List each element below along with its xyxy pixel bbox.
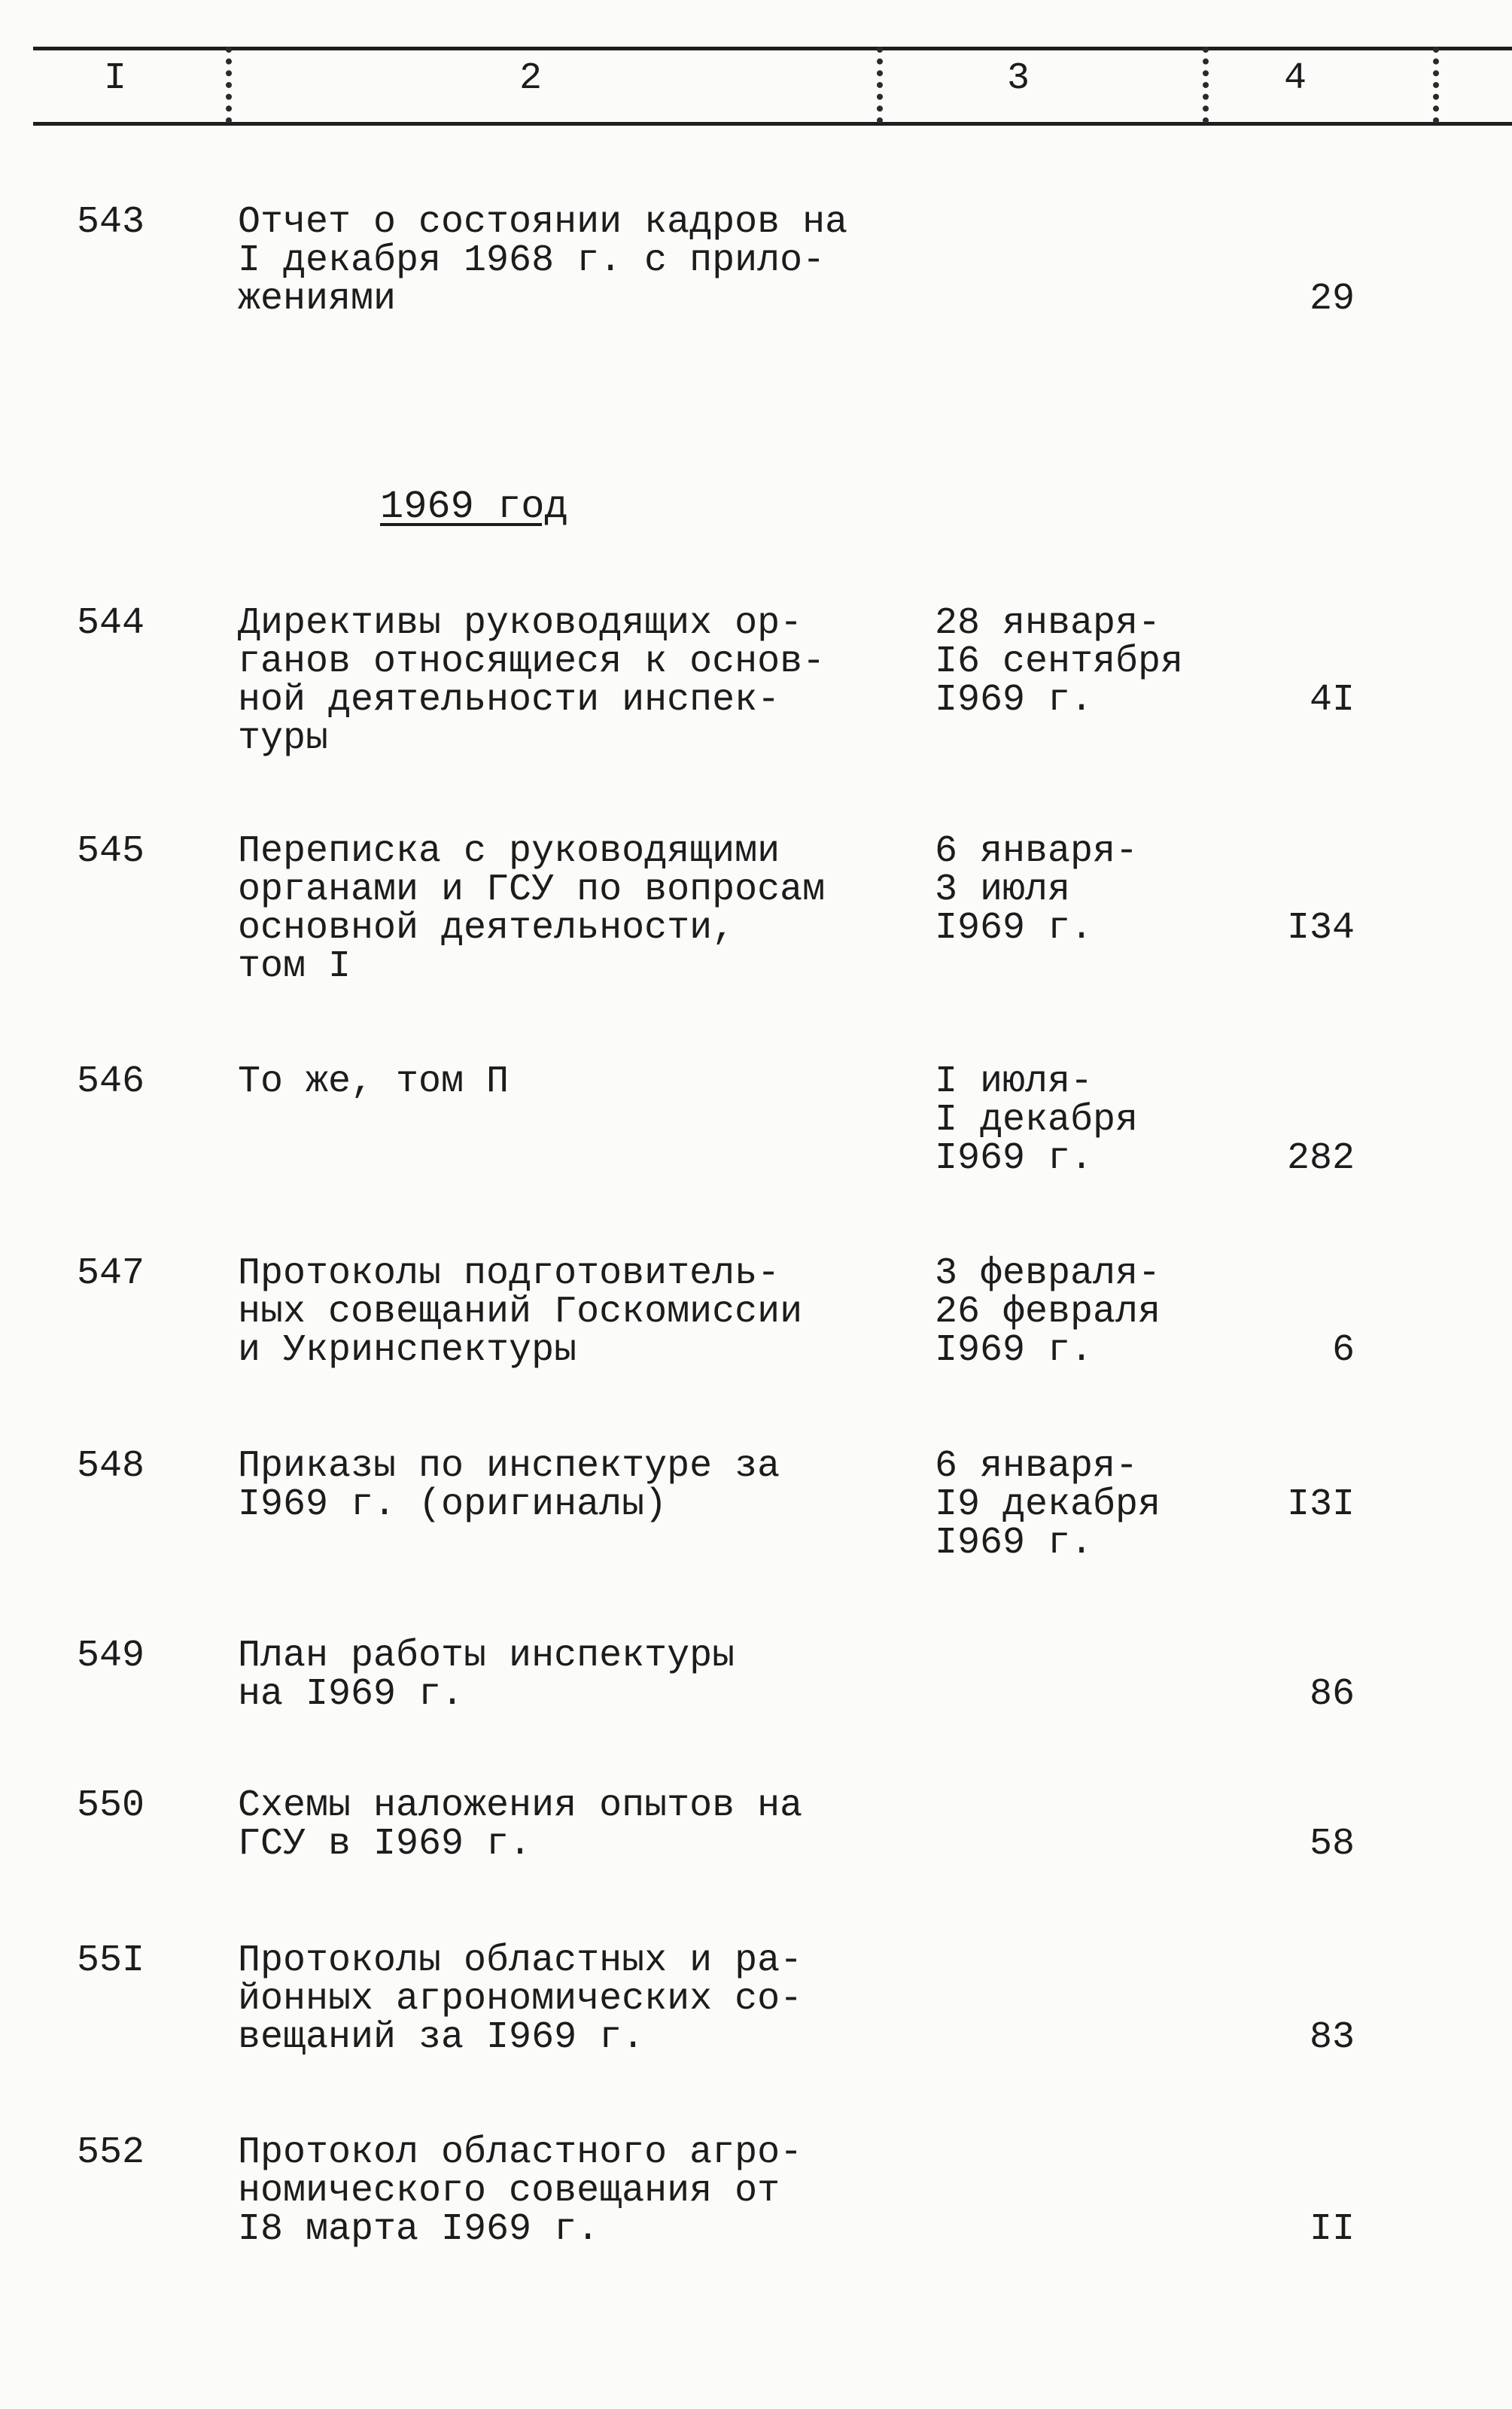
header-bottom-rule — [33, 122, 1512, 126]
entry-date: 28 января- I6 сентября I969 г. — [935, 602, 1184, 722]
entry-title: Протоколы подготовитель- ных совещаний Госкомиссии и Укринспектуры — [238, 1252, 803, 1372]
entry-title: План работы инспектуры на I969 г. — [238, 1635, 735, 1716]
column-header-2: 2 — [519, 57, 543, 100]
entry-pages: 6 — [1331, 1329, 1355, 1372]
entry-pages: 83 — [1309, 2016, 1355, 2059]
column-separator — [877, 47, 883, 123]
entry-pages: II — [1309, 2208, 1355, 2251]
entry-number: 548 — [77, 1445, 145, 1488]
entry-number: 546 — [77, 1060, 145, 1103]
entry-title: Переписка с руководящими органами и ГСУ по вопросам основной деятельности, том I — [238, 830, 826, 988]
entry-title: Протоколы областных и ра- йонных агрономических со- вещаний за I969 г. — [238, 1939, 803, 2059]
column-header-4: 4 — [1284, 57, 1307, 100]
column-header-3: 3 — [1007, 57, 1030, 100]
entry-date: 3 февраля- 26 февраля I969 г. — [935, 1252, 1161, 1372]
entry-number: 55I — [77, 1939, 145, 1982]
column-header-1: I — [104, 57, 127, 100]
entry-date: 6 января- 3 июля I969 г. — [935, 830, 1139, 950]
column-separator — [226, 47, 232, 123]
section-title: 1969 год — [380, 485, 568, 529]
entry-pages: 4I — [1309, 679, 1355, 722]
column-separator — [1433, 47, 1439, 123]
entry-number: 550 — [77, 1784, 145, 1827]
entry-title: Отчет о состоянии кадров на I декабря 1968 г. с прило- жениями — [238, 201, 848, 321]
entry-number: 543 — [77, 201, 145, 244]
entry-title: Протокол областного агро- номического совещания от I8 марта I969 г. — [238, 2131, 803, 2251]
header-top-rule — [33, 47, 1512, 50]
column-separator — [1203, 47, 1209, 123]
entry-pages: I34 — [1286, 907, 1355, 950]
entry-date: 6 января- I9 декабря I969 г. — [935, 1445, 1161, 1565]
entry-number: 552 — [77, 2131, 145, 2174]
entry-title: Приказы по инспектуре за I969 г. (оригиналы) — [238, 1445, 780, 1526]
entry-title: Директивы руководящих ор- ганов относящиеся к основ- ной деятельности инспек- туры — [238, 602, 826, 760]
entry-number: 544 — [77, 602, 145, 645]
entry-pages: 86 — [1309, 1673, 1355, 1716]
entry-number: 547 — [77, 1252, 145, 1295]
entry-pages: I3I — [1286, 1483, 1355, 1526]
entry-number: 545 — [77, 830, 145, 873]
entry-date: I июля- I декабря I969 г. — [935, 1060, 1139, 1180]
entry-pages: 282 — [1286, 1137, 1355, 1180]
entry-pages: 58 — [1309, 1823, 1355, 1866]
entry-pages: 29 — [1309, 278, 1355, 321]
entry-number: 549 — [77, 1635, 145, 1677]
entry-title: То же, том П — [238, 1060, 510, 1103]
entry-title: Схемы наложения опытов на ГСУ в I969 г. — [238, 1784, 803, 1866]
